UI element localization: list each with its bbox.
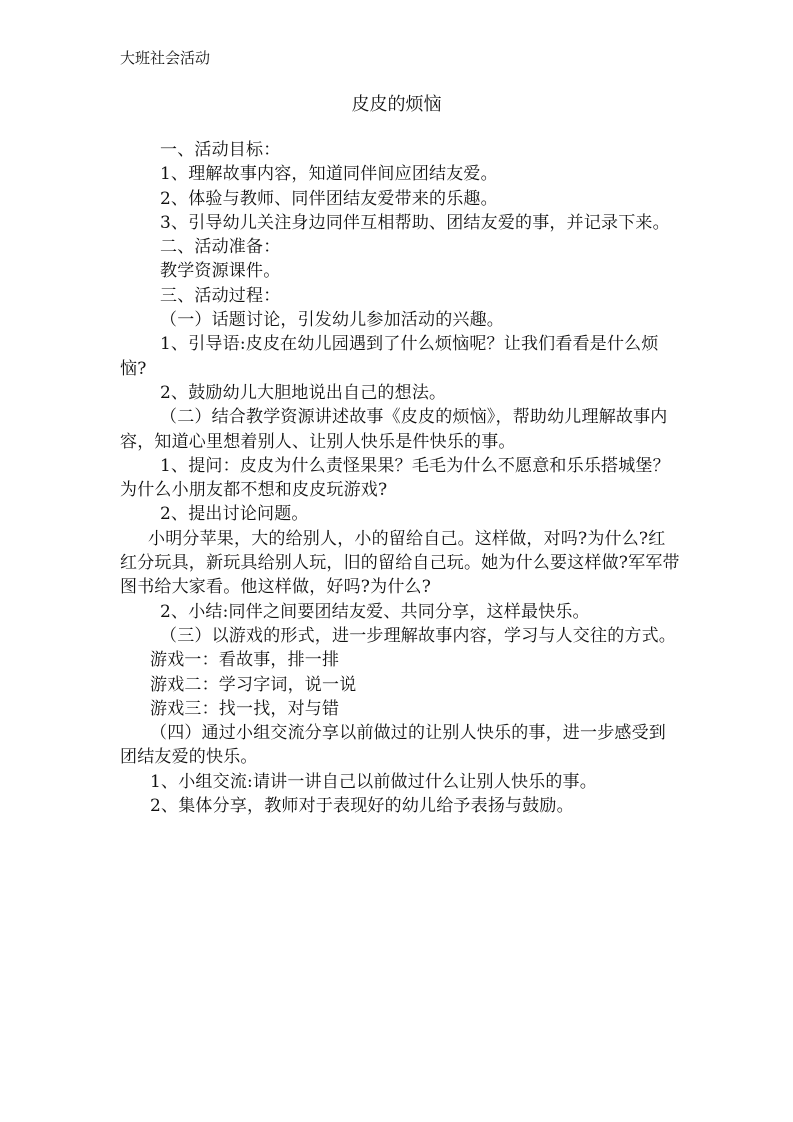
process-step-2-summary: 2、小结:同伴之间要团结友爱、共同分享，这样最快乐。	[160, 601, 590, 622]
process-step-3-heading: （三）以游戏的形式，进一步理解故事内容，学习与人交往的方式。	[160, 625, 676, 646]
process-step-1-item-1: 1、引导语:皮皮在幼儿园遇到了什么烦恼呢？让我们看看是什么烦恼?	[120, 334, 659, 379]
goal-item-1: 1、理解故事内容，知道同伴间应团结友爱。	[160, 164, 498, 185]
process-step-2-heading: （二）结合教学资源讲述故事《皮皮的烦恼》，帮助幼儿理解故事内容，知道心里想着别人、让别人快乐是件快乐的事。	[120, 407, 668, 452]
goal-item-3: 3、引导幼儿关注身边同伴互相帮助、团结友爱的事，并记录下来。	[160, 212, 670, 233]
process-step-2-item-1: 1、提问：皮皮为什么责怪果果？毛毛为什么不愿意和乐乐搭城堡？为什么小朋友都不想和皮皮玩游戏?	[120, 455, 670, 501]
preparation-text: 教学资源课件。	[160, 261, 281, 282]
section-heading-preparation: 二、活动准备：	[160, 237, 281, 258]
discussion-scenarios: 小明分苹果，大的给别人，小的留给自己。这样做，对吗?为什么?红红分玩具，新玩具给别人玩，旧的留给自己玩。她为什么要这样做?军军带图书给大家看。他这样做，好吗?为什么?	[120, 528, 680, 598]
game-3: 游戏三：找一找，对与错	[150, 698, 340, 719]
goal-item-2: 2、体验与教师、同伴团结友爱带来的乐趣。	[160, 188, 498, 209]
process-step-2-item-2: 2、提出讨论问题。	[160, 504, 309, 525]
section-heading-goals: 一、活动目标：	[160, 140, 281, 160]
page-header: 大班社会活动	[120, 49, 211, 67]
process-step-1-heading: （一）话题讨论，引发幼儿参加活动的兴趣。	[160, 310, 504, 331]
process-step-4-item-1: 1、小组交流:请讲一讲自己以前做过什么让别人快乐的事。	[150, 771, 597, 792]
document-title: 皮皮的烦恼	[351, 94, 442, 115]
game-1: 游戏一：看故事，排一排	[150, 650, 340, 671]
process-step-1-item-2: 2、鼓励幼儿大胆地说出自己的想法。	[160, 382, 447, 403]
section-heading-process: 三、活动过程：	[160, 285, 281, 306]
process-step-4-item-2: 2、集体分享，教师对于表现好的幼儿给予表扬与鼓励。	[150, 796, 574, 817]
game-2: 游戏二：学习字词，说一说	[150, 674, 357, 695]
process-step-4-heading: （四）通过小组交流分享以前做过的让别人快乐的事，进一步感受到团结友爱的快乐。	[120, 723, 666, 768]
document-body	[120, 138, 680, 818]
